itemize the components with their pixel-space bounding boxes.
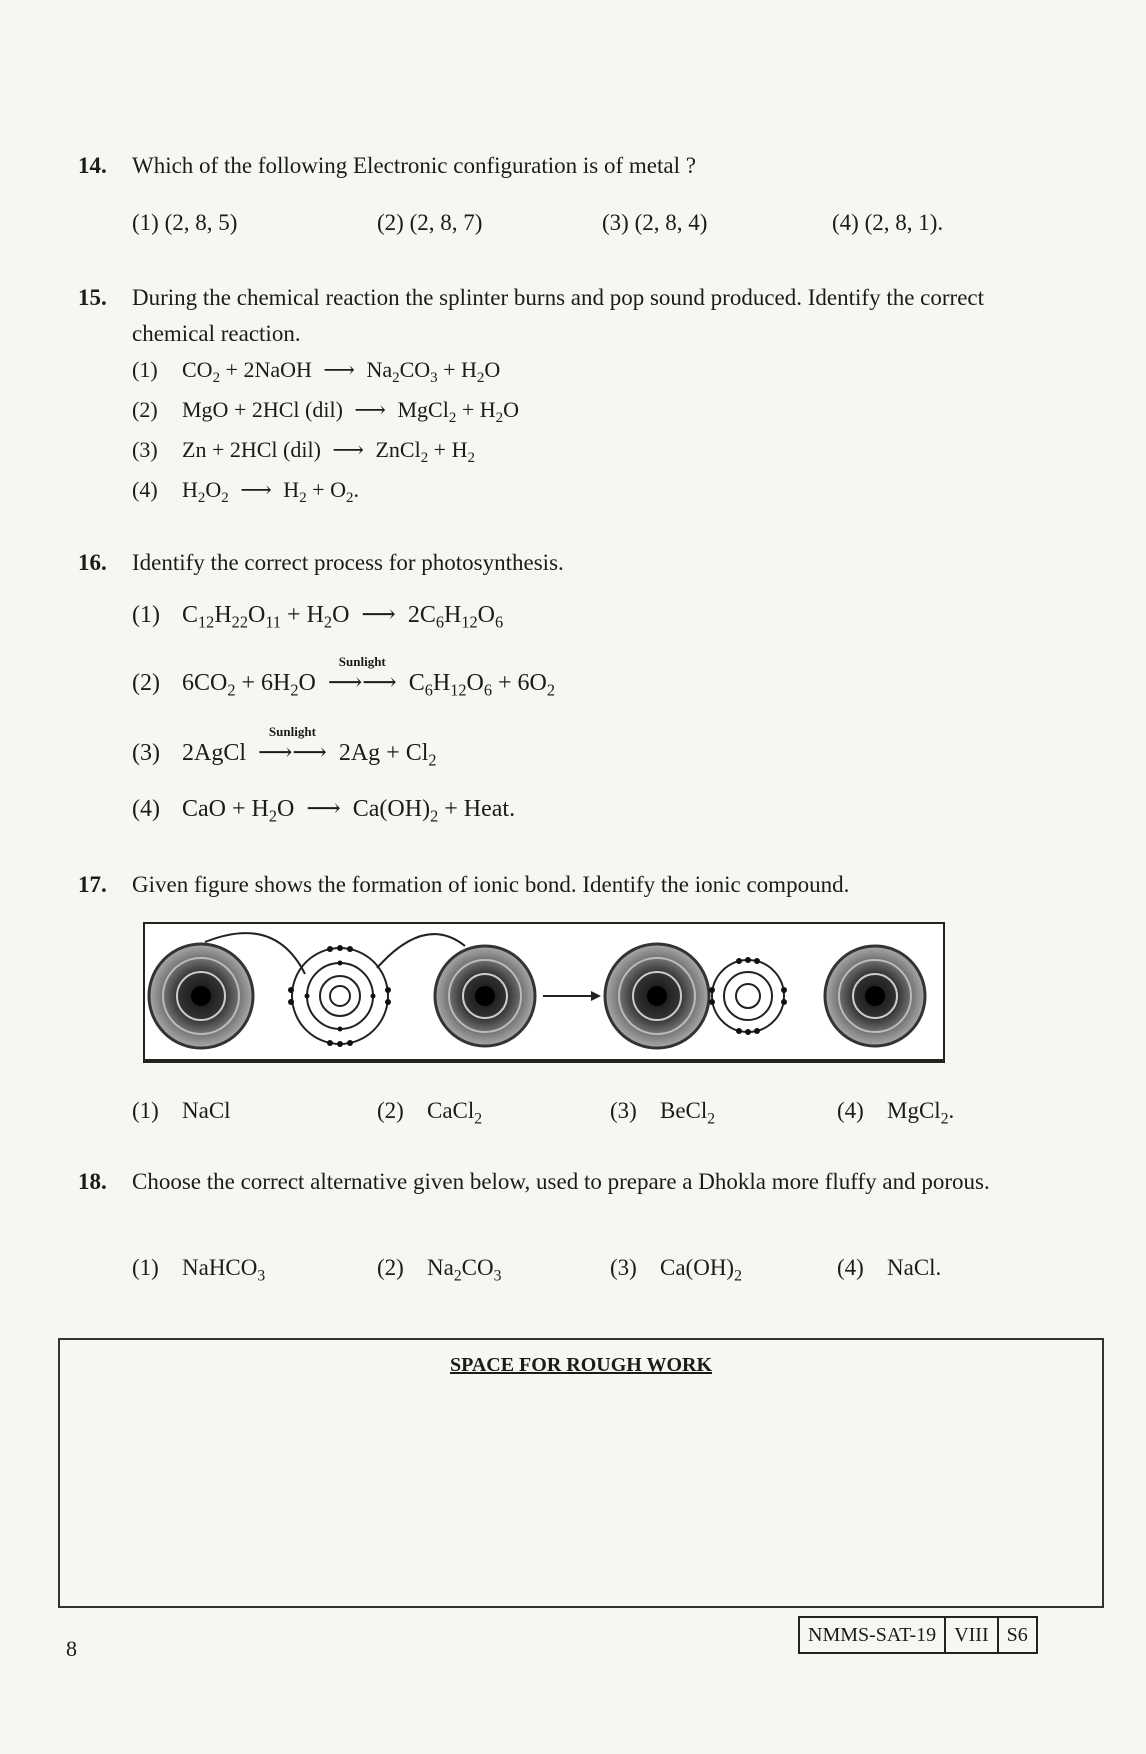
question-text: Choose the correct alternative given below, used to prepare a Dhokla more fluffy and porous.	[132, 1169, 990, 1194]
reaction-arrow-icon	[543, 991, 601, 1001]
metal-ion-right	[825, 946, 925, 1046]
class-code: VIII	[946, 1618, 998, 1652]
question-number: 16.	[78, 550, 107, 575]
set-code: S6	[1006, 1624, 1028, 1646]
rough-work-title: SPACE FOR ROUGH WORK	[449, 1354, 713, 1376]
question-18	[78, 1164, 1038, 1200]
nonmetal-atom-left	[288, 945, 391, 1047]
metal-atom-middle	[435, 946, 535, 1046]
q18-option-3[interactable]: (3) $Ca(OH)_2$	[610, 1255, 742, 1285]
q14-option-4[interactable]: (4) (2, 8, 1).	[832, 210, 944, 235]
question-16	[78, 545, 1038, 581]
q16-option-4[interactable]: (4) CaO + $H_2O$ ⟶ $Ca(OH)_2$ + Heat.	[132, 796, 516, 826]
exam-code: NMMS-SAT-19	[800, 1618, 946, 1652]
question-14	[78, 148, 1038, 184]
metal-atom-left	[149, 944, 253, 1048]
q15-option-2[interactable]: (2) MgO + 2HCl (dil) ⟶ MgCl$_2$ + $H_2O$	[132, 397, 519, 427]
q18-option-2[interactable]: (2) $Na_2CO_3$	[377, 1255, 502, 1285]
q18-option-1[interactable]: (1) NaHCO$_3$	[132, 1255, 266, 1285]
question-text: Which of the following Electronic configuration is of metal ?	[132, 153, 696, 178]
page-number: 8	[66, 1636, 77, 1661]
q16-option-1[interactable]: (1) $C_{12}H_{22}O_{11} + H_2O$ ⟶ $2C_6H_{12}O_6$	[132, 602, 504, 632]
question-text: Given figure shows the formation of ionic bond. Identify the ionic compound.	[132, 872, 850, 897]
question-17	[78, 867, 1038, 903]
question-number: 18.	[78, 1169, 107, 1194]
nonmetal-ion	[709, 957, 787, 1035]
q17-option-2[interactable]: (2) CaCl$_2$	[377, 1098, 483, 1128]
q17-option-3[interactable]: (3) BeCl$_2$	[610, 1098, 716, 1128]
question-number: 17.	[78, 872, 107, 897]
ionic-bond-figure	[143, 922, 945, 1063]
question-text: During the chemical reaction the splinter burns and pop sound produced. Identify the correct chemical reaction.	[132, 285, 984, 346]
q14-option-3[interactable]: (3) (2, 8, 4)	[602, 210, 708, 235]
q14-option-2[interactable]: (2) (2, 8, 7)	[377, 210, 483, 235]
question-number: 15.	[78, 285, 107, 310]
question-15	[78, 280, 1038, 352]
sunlight-label: Sunlight	[268, 724, 316, 739]
rough-work-box[interactable]	[58, 1338, 1104, 1608]
ionic-bond-diagram	[145, 924, 943, 1055]
paper-code-box	[798, 1616, 1038, 1654]
q15-option-1[interactable]: (1) $CO_2$ + 2NaOH ⟶ $Na_2CO_3 + H_2O$	[132, 357, 501, 387]
metal-ion-left	[605, 944, 709, 1048]
q17-option-4[interactable]: (4) MgCl$_2$.	[837, 1098, 955, 1128]
q15-option-3[interactable]: (3) Zn + 2HCl (dil) ⟶ ZnCl$_2$ + $H_2$	[132, 437, 475, 467]
q17-option-1[interactable]: (1) NaCl	[132, 1098, 231, 1123]
question-text: Identify the correct process for photosynthesis.	[132, 550, 564, 575]
question-number: 14.	[78, 153, 107, 178]
q18-option-4[interactable]: (4) NaCl.	[837, 1255, 942, 1280]
q16-option-2[interactable]: (2) $6CO_2 + 6H_2O$ Sunlight ⟶⟶ $C_6H_{12}O_6 + 6O_2$	[132, 654, 556, 700]
sunlight-label: Sunlight	[338, 654, 386, 669]
q15-option-4[interactable]: (4) $H_2O_2$ ⟶ $H_2 + O_2$.	[132, 477, 359, 507]
q16-option-3[interactable]: (3) 2AgCl Sunlight ⟶⟶ $2Ag + Cl_2$	[132, 724, 437, 770]
q14-option-1[interactable]: (1) (2, 8, 5)	[132, 210, 238, 235]
